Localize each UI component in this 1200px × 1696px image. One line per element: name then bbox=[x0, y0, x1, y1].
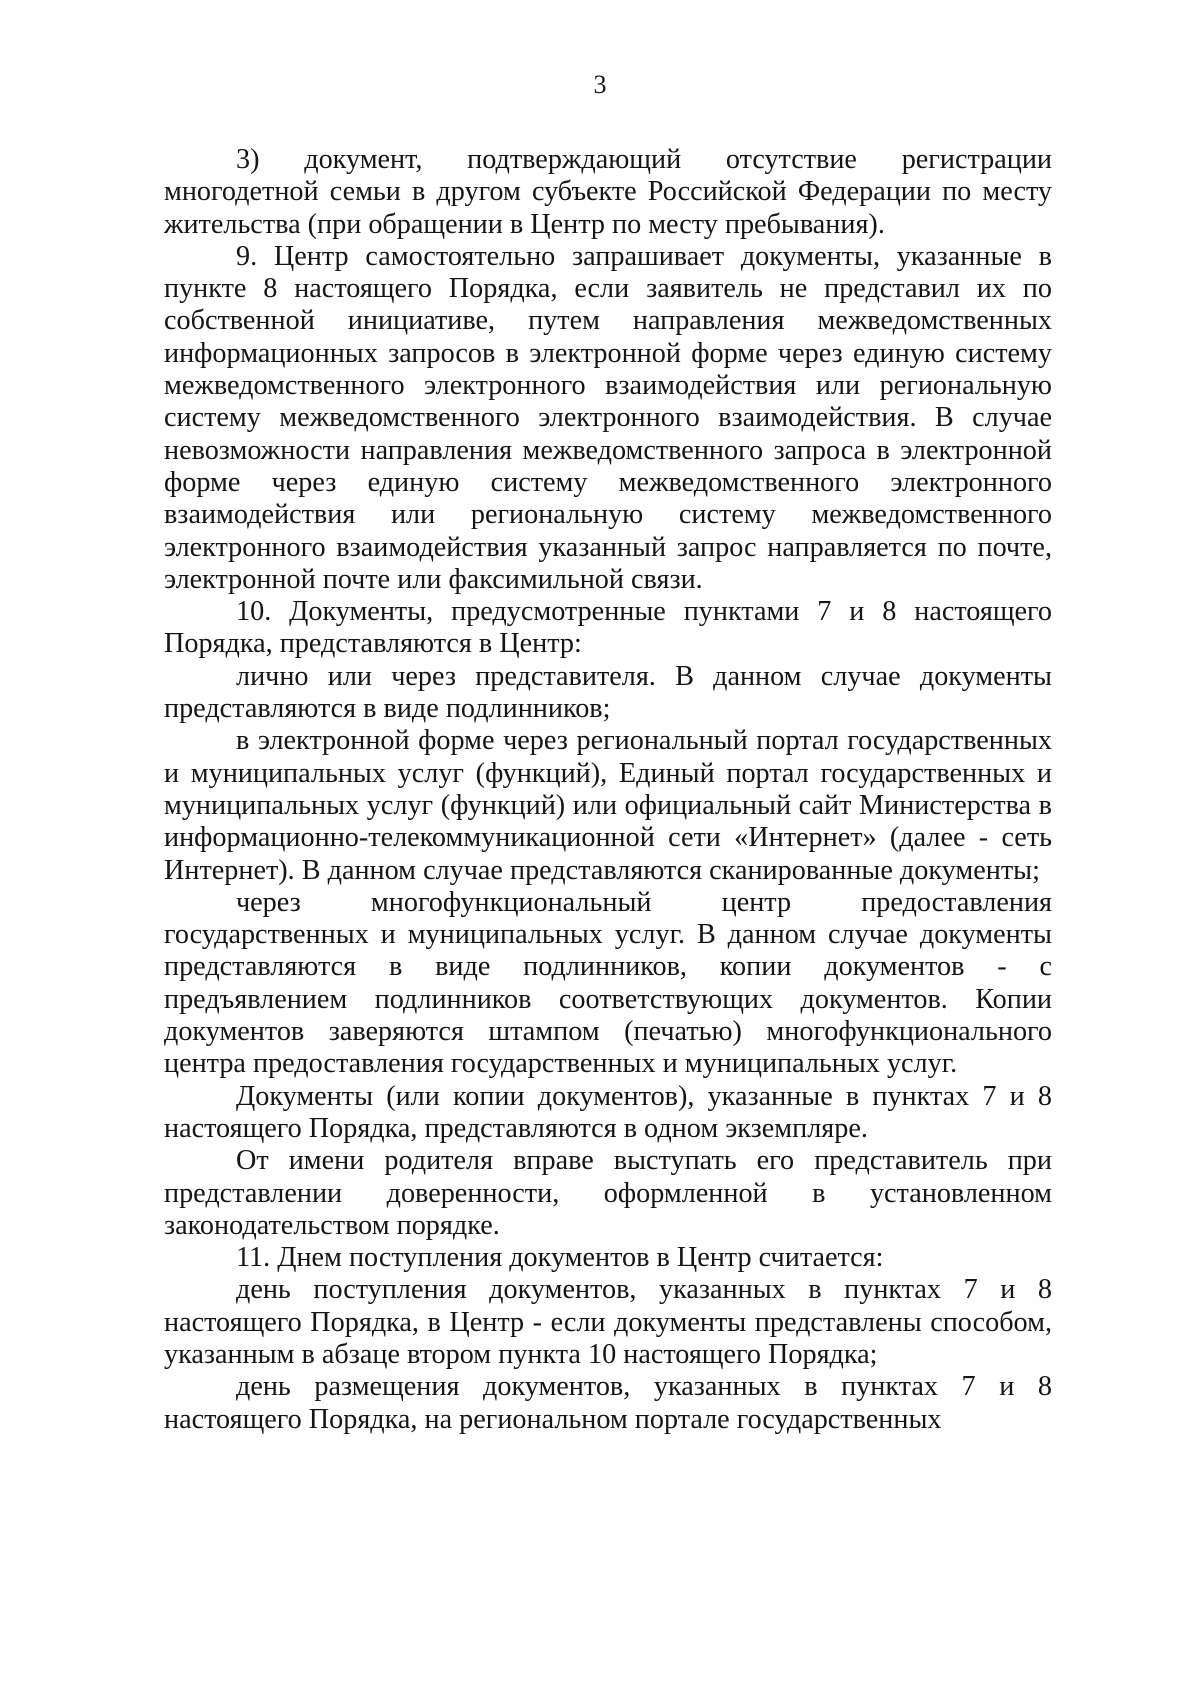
paragraph-mfc: через многофункциональный центр предоставления государственных и муниципальных услуг. В данном случае документы представляются в виде подлинников, копии документов - с предъявлением подлинников соответствующих документов. Копии документов заверяются штампом (печатью) многофункционального центра предоставления государственных и муниципальных услуг. bbox=[164, 886, 1052, 1080]
paragraph-electronic-form: в электронной форме через региональный портал государственных и муниципальных услуг (функций), Единый портал государственных и муниципальных услуг (функций) или официальный сайт Министерства в информационно-телекоммуникационной сети «Интернет» (далее - сеть Интернет). В данном случае представляются сканированные документы; bbox=[164, 725, 1052, 886]
paragraph-clause-9: 9. Центр самостоятельно запрашивает документы, указанные в пункте 8 настоящего Порядка, если заявитель не представил их по собственной инициативе, путем направления межведомственных информационных запросов в электронной форме через единую систему межведомственного электронного взаимодействия или региональную систему межведомственного электронного взаимодействия. В случае невозможности направления межведомственного запроса в электронной форме через единую систему межведомственного электронного взаимодействия или региональную систему межведомственного электронного взаимодействия указанный запрос направляется по почте, электронной почте или факсимильной связи. bbox=[164, 240, 1052, 595]
document-body bbox=[164, 144, 1052, 1436]
paragraph-receipt-day: день поступления документов, указанных в пунктах 7 и 8 настоящего Порядка, в Центр - если документы представлены способом, указанным в абзаце втором пункта 10 настоящего Порядка; bbox=[164, 1274, 1052, 1370]
paragraph-in-person: лично или через представителя. В данном случае документы представляются в виде подлинников; bbox=[164, 660, 1052, 725]
paragraph-placement-day: день размещения документов, указанных в пунктах 7 и 8 настоящего Порядка, на региональном портале государственных bbox=[164, 1371, 1052, 1435]
paragraph-clause-11: 11. Днем поступления документов в Центр считается: bbox=[236, 1242, 884, 1274]
paragraph-single-copy: Документы (или копии документов), указанные в пунктах 7 и 8 настоящего Порядка, представляются в одном экземпляре. bbox=[164, 1080, 1052, 1144]
paragraph-clause-10: 10. Документы, предусмотренные пунктами 7 и 8 настоящего Порядка, представляются в Центр: bbox=[164, 596, 1052, 660]
paragraph-item-3-registration: 3) документ, подтверждающий отсутствие регистрации многодетной семьи в другом субъекте Российской Федерации по месту жительства (при обращении в Центр по месту пребывания). bbox=[164, 144, 1052, 240]
paragraph-representative: От имени родителя вправе выступать его представитель при представлении доверенности, оформленной в установленном законодательством порядке. bbox=[164, 1145, 1052, 1241]
page-number: 3 bbox=[593, 70, 607, 99]
